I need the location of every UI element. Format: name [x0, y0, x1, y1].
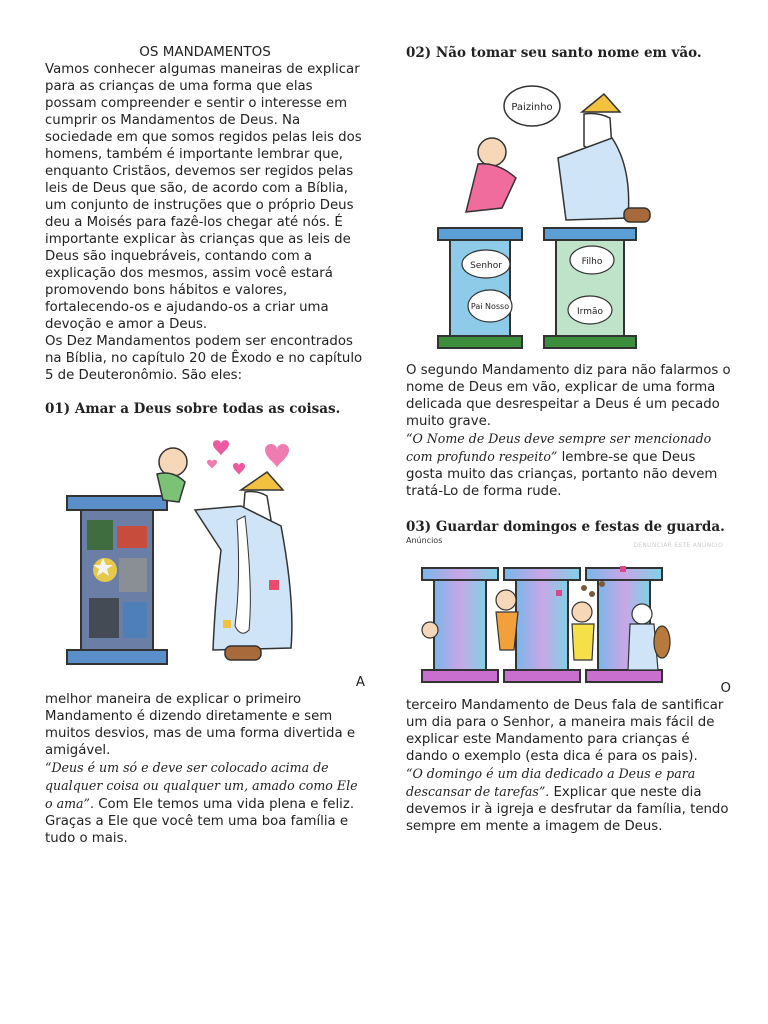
commandment-2-illustration — [406, 68, 731, 354]
speech-bubble-filho — [570, 246, 614, 274]
commandment-3-closing: Explicar que neste dia devemos ir à igreja e desfrutar da família, tendo sempre em mente a imagem de Deus. — [406, 785, 729, 834]
commandment-2-heading: 02) Não tomar seu santo nome em vão. — [406, 45, 702, 61]
bubble-irmao-text: Irmão — [577, 307, 603, 317]
commandment-1-quote: “Deus é um só e deve ser colocado acima de qualquer coisa ou qualquer um, amado como Ele o ama”. — [45, 760, 358, 811]
commandment-3-heading: 03) Guardar domingos e festas de guarda. — [406, 519, 725, 535]
baby-figure — [157, 448, 187, 502]
paragraph-initial: A — [355, 675, 365, 690]
roman-numeral-one — [67, 496, 167, 664]
commandment-2-closing: lembre-se que Deus gosta muito das crianças, portanto não devem tratá-Lo de forma rude. — [406, 450, 718, 499]
commandment-2-text — [406, 430, 731, 500]
speech-bubble-irmao — [568, 296, 612, 324]
commandment-2-explanation: O segundo Mandamento diz para não falarmos o nome de Deus em vão, explicar de uma forma delicada que desrespeitar a Deus é um pecado muito grave. — [406, 363, 731, 429]
right-column — [406, 44, 731, 835]
bubble-pai-nosso-text: Pai Nosso — [470, 302, 510, 311]
god-figure — [195, 472, 292, 660]
roman-numeral-two — [438, 228, 636, 348]
commandment-3-quote: “O domingo é um dia dedicado a Deus e para descansar de tarefas”. — [406, 766, 696, 799]
left-column — [45, 44, 365, 847]
bubble-filho-text: Filho — [581, 257, 603, 267]
report-ad-link[interactable]: DENUNCIAR ESTE ANÚNCIO — [633, 542, 723, 549]
intro-paragraph-2: Os Dez Mandamentos podem ser encontrados na Bíblia, no capítulo 20 de Êxodo e no capítulo 5 de Deuteronômio. São eles: — [45, 334, 363, 383]
speech-bubble-pai-nosso — [468, 290, 512, 322]
commandment-3-illustration — [406, 560, 731, 686]
commandment-1-explanation: melhor maneira de explicar o primeiro Mandamento é dizendo diretamente e sem muitos desvios, mas de uma forma divertida e amigável. — [45, 692, 355, 758]
commandment-1-text — [45, 691, 365, 847]
paragraph-initial: O — [720, 681, 731, 696]
commandment-3-explanation: terceiro Mandamento de Deus fala de santificar um dia para o Senhor, a maneira mais fácil de explicar este Mandamento para crianças é dando o exemplo (esta dica é para os pais). — [406, 698, 724, 764]
bubble-paizinho-text: Paizinho — [511, 102, 553, 113]
speech-bubble-paizinho — [504, 86, 560, 126]
god-figure — [558, 94, 650, 222]
ads-label: Anúncios — [406, 536, 443, 545]
commandment-1-illustration — [45, 430, 365, 678]
child-figure — [466, 138, 516, 212]
commandment-1-closing: Com Ele temos uma vida plena e feliz. Graças a Ele que você tem uma boa família e tudo o mais. — [45, 797, 355, 846]
speech-bubble-senhor — [462, 250, 510, 278]
commandment-2-quote: “O Nome de Deus deve sempre ser mencionado com profundo respeito” — [406, 431, 712, 464]
god-figure — [628, 604, 670, 670]
hearts-decoration — [207, 440, 289, 475]
roman-numeral-three — [422, 568, 662, 682]
intro-paragraph: Vamos conhecer algumas maneiras de explicar para as crianças de uma forma que elas possam compreender e sentir o interesse em cumprir os Mandamentos de Deus. Na sociedade em que somos regidos pelas leis dos homens, também é importante lembrar que, enquanto Cristãos, devemos ser regidos pelas leis de Deus que são, de acordo com a Bíblia, um conjunto de instruções que o próprio Deus deu a Moisés para fazê-los chegar até nós. É importante explicar às crianças que as leis de Deus são inquebráveis, contando com a explicação dos mesmos, assim você estará promovendo bons hábitos e valores, fortalecendo-os e ajudando-os a criar uma devoção e amor a Deus. — [45, 62, 362, 332]
bubble-senhor-text: Senhor — [470, 261, 502, 271]
commandment-3-text — [406, 765, 731, 835]
commandment-1-heading: 01) Amar a Deus sobre todas as coisas. — [45, 401, 341, 417]
page-title: OS MANDAMENTOS — [139, 44, 271, 60]
ad-region — [406, 536, 731, 549]
